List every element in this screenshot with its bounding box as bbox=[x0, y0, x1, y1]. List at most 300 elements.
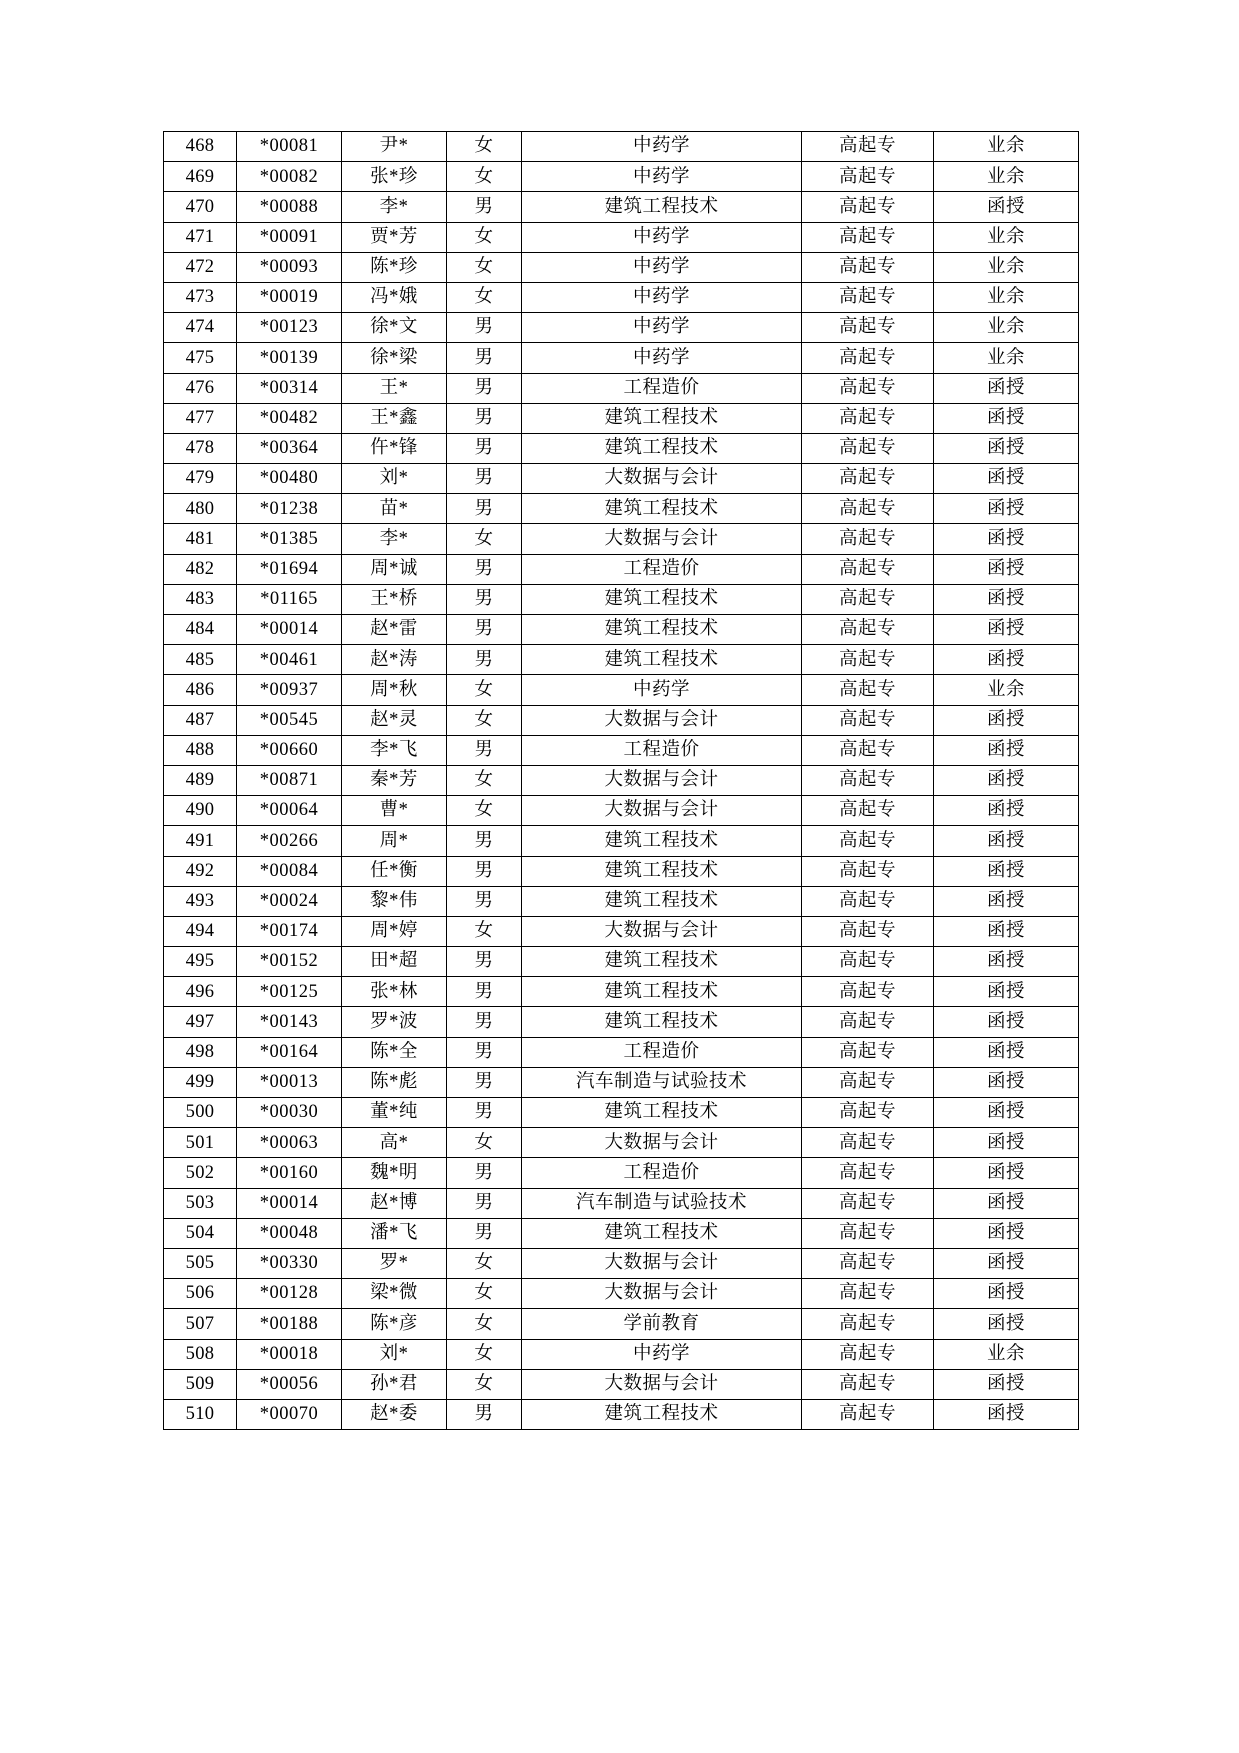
candidate-name: 赵*博 bbox=[342, 1188, 447, 1218]
candidate-sex: 女 bbox=[447, 282, 522, 312]
candidate-level: 高起专 bbox=[802, 1369, 934, 1399]
table-row bbox=[164, 1037, 1079, 1067]
candidate-study-mode: 函授 bbox=[934, 1399, 1079, 1429]
candidate-name: 周*诚 bbox=[342, 554, 447, 584]
candidate-id: *00128 bbox=[237, 1279, 342, 1309]
candidate-id: *00871 bbox=[237, 765, 342, 795]
table-row bbox=[164, 222, 1079, 252]
candidate-level: 高起专 bbox=[802, 705, 934, 735]
candidate-level: 高起专 bbox=[802, 403, 934, 433]
candidate-sex: 男 bbox=[447, 977, 522, 1007]
table-row bbox=[164, 162, 1079, 192]
candidate-sex: 男 bbox=[447, 735, 522, 765]
row-index: 472 bbox=[164, 252, 237, 282]
candidate-study-mode: 函授 bbox=[934, 735, 1079, 765]
candidate-sex: 男 bbox=[447, 403, 522, 433]
candidate-id: *00081 bbox=[237, 132, 342, 162]
candidate-id: *00063 bbox=[237, 1128, 342, 1158]
candidate-sex: 男 bbox=[447, 584, 522, 614]
candidate-name: 李* bbox=[342, 524, 447, 554]
candidate-level: 高起专 bbox=[802, 796, 934, 826]
candidate-sex: 女 bbox=[447, 252, 522, 282]
table-row bbox=[164, 494, 1079, 524]
candidate-study-mode: 函授 bbox=[934, 1037, 1079, 1067]
candidate-level: 高起专 bbox=[802, 1279, 934, 1309]
candidate-study-mode: 函授 bbox=[934, 433, 1079, 463]
row-index: 474 bbox=[164, 313, 237, 343]
candidate-study-mode: 函授 bbox=[934, 1128, 1079, 1158]
candidate-id: *01385 bbox=[237, 524, 342, 554]
candidate-study-mode: 业余 bbox=[934, 162, 1079, 192]
table-row bbox=[164, 373, 1079, 403]
candidate-study-mode: 业余 bbox=[934, 343, 1079, 373]
candidate-study-mode: 业余 bbox=[934, 282, 1079, 312]
candidate-level: 高起专 bbox=[802, 826, 934, 856]
candidate-study-mode: 函授 bbox=[934, 373, 1079, 403]
candidate-study-mode: 函授 bbox=[934, 1098, 1079, 1128]
candidate-name: 潘*飞 bbox=[342, 1218, 447, 1248]
candidate-level: 高起专 bbox=[802, 765, 934, 795]
candidate-level: 高起专 bbox=[802, 645, 934, 675]
candidate-name: 徐*文 bbox=[342, 313, 447, 343]
table-row bbox=[164, 584, 1079, 614]
candidate-name: 魏*明 bbox=[342, 1158, 447, 1188]
candidate-sex: 男 bbox=[447, 464, 522, 494]
row-index: 468 bbox=[164, 132, 237, 162]
table-row bbox=[164, 765, 1079, 795]
candidate-level: 高起专 bbox=[802, 947, 934, 977]
row-index: 470 bbox=[164, 192, 237, 222]
candidate-name: 赵*委 bbox=[342, 1399, 447, 1429]
table-row bbox=[164, 313, 1079, 343]
candidate-id: *01238 bbox=[237, 494, 342, 524]
candidate-name: 陈*全 bbox=[342, 1037, 447, 1067]
candidate-major: 大数据与会计 bbox=[522, 765, 802, 795]
candidate-sex: 女 bbox=[447, 222, 522, 252]
candidate-level: 高起专 bbox=[802, 162, 934, 192]
candidate-level: 高起专 bbox=[802, 554, 934, 584]
candidate-major: 建筑工程技术 bbox=[522, 886, 802, 916]
candidate-id: *00084 bbox=[237, 856, 342, 886]
candidate-level: 高起专 bbox=[802, 192, 934, 222]
candidate-sex: 男 bbox=[447, 554, 522, 584]
row-index: 501 bbox=[164, 1128, 237, 1158]
candidate-major: 大数据与会计 bbox=[522, 1279, 802, 1309]
candidate-study-mode: 业余 bbox=[934, 222, 1079, 252]
candidate-level: 高起专 bbox=[802, 916, 934, 946]
candidate-study-mode: 业余 bbox=[934, 1339, 1079, 1369]
table-row bbox=[164, 1128, 1079, 1158]
candidate-level: 高起专 bbox=[802, 524, 934, 554]
candidate-name: 周*婷 bbox=[342, 916, 447, 946]
candidate-id: *00330 bbox=[237, 1248, 342, 1278]
table-row bbox=[164, 464, 1079, 494]
candidate-major: 工程造价 bbox=[522, 554, 802, 584]
row-index: 496 bbox=[164, 977, 237, 1007]
candidate-major: 大数据与会计 bbox=[522, 916, 802, 946]
row-index: 508 bbox=[164, 1339, 237, 1369]
row-index: 484 bbox=[164, 615, 237, 645]
candidate-sex: 男 bbox=[447, 192, 522, 222]
candidate-major: 工程造价 bbox=[522, 1158, 802, 1188]
candidate-id: *00093 bbox=[237, 252, 342, 282]
table-row bbox=[164, 1279, 1079, 1309]
candidate-id: *00091 bbox=[237, 222, 342, 252]
row-index: 471 bbox=[164, 222, 237, 252]
row-index: 499 bbox=[164, 1067, 237, 1097]
candidate-sex: 女 bbox=[447, 1128, 522, 1158]
table-row bbox=[164, 1188, 1079, 1218]
candidate-sex: 女 bbox=[447, 524, 522, 554]
candidate-name: 孙*君 bbox=[342, 1369, 447, 1399]
candidate-sex: 男 bbox=[447, 856, 522, 886]
candidate-level: 高起专 bbox=[802, 373, 934, 403]
candidate-sex: 男 bbox=[447, 1037, 522, 1067]
candidate-name: 董*纯 bbox=[342, 1098, 447, 1128]
candidate-id: *00014 bbox=[237, 615, 342, 645]
row-index: 500 bbox=[164, 1098, 237, 1128]
candidate-name: 徐*梁 bbox=[342, 343, 447, 373]
candidate-name: 李*飞 bbox=[342, 735, 447, 765]
candidate-sex: 女 bbox=[447, 675, 522, 705]
candidate-major: 大数据与会计 bbox=[522, 1369, 802, 1399]
candidate-study-mode: 函授 bbox=[934, 615, 1079, 645]
table-row bbox=[164, 1399, 1079, 1429]
candidate-major: 中药学 bbox=[522, 252, 802, 282]
candidate-level: 高起专 bbox=[802, 1309, 934, 1339]
candidate-id: *00480 bbox=[237, 464, 342, 494]
candidate-major: 建筑工程技术 bbox=[522, 403, 802, 433]
table-row bbox=[164, 252, 1079, 282]
row-index: 490 bbox=[164, 796, 237, 826]
table-row bbox=[164, 192, 1079, 222]
candidate-name: 高* bbox=[342, 1128, 447, 1158]
candidate-level: 高起专 bbox=[802, 313, 934, 343]
row-index: 502 bbox=[164, 1158, 237, 1188]
candidate-level: 高起专 bbox=[802, 675, 934, 705]
candidate-id: *00024 bbox=[237, 886, 342, 916]
candidate-study-mode: 函授 bbox=[934, 1188, 1079, 1218]
row-index: 482 bbox=[164, 554, 237, 584]
candidate-name: 罗*波 bbox=[342, 1007, 447, 1037]
candidate-major: 中药学 bbox=[522, 343, 802, 373]
row-index: 473 bbox=[164, 282, 237, 312]
candidate-name: 周*秋 bbox=[342, 675, 447, 705]
candidate-major: 建筑工程技术 bbox=[522, 947, 802, 977]
table-row bbox=[164, 705, 1079, 735]
row-index: 505 bbox=[164, 1248, 237, 1278]
candidate-id: *00013 bbox=[237, 1067, 342, 1097]
candidate-name: 陈*彦 bbox=[342, 1309, 447, 1339]
candidate-major: 建筑工程技术 bbox=[522, 1007, 802, 1037]
candidate-major: 建筑工程技术 bbox=[522, 645, 802, 675]
table-row bbox=[164, 645, 1079, 675]
row-index: 481 bbox=[164, 524, 237, 554]
candidate-id: *00160 bbox=[237, 1158, 342, 1188]
candidate-sex: 女 bbox=[447, 132, 522, 162]
candidate-study-mode: 函授 bbox=[934, 977, 1079, 1007]
candidate-id: *00937 bbox=[237, 675, 342, 705]
row-index: 497 bbox=[164, 1007, 237, 1037]
row-index: 476 bbox=[164, 373, 237, 403]
candidate-name: 秦*芳 bbox=[342, 765, 447, 795]
candidate-study-mode: 函授 bbox=[934, 916, 1079, 946]
row-index: 477 bbox=[164, 403, 237, 433]
row-index: 506 bbox=[164, 1279, 237, 1309]
row-index: 480 bbox=[164, 494, 237, 524]
table-row bbox=[164, 615, 1079, 645]
row-index: 475 bbox=[164, 343, 237, 373]
candidate-name: 张*珍 bbox=[342, 162, 447, 192]
table-row bbox=[164, 1158, 1079, 1188]
row-index: 493 bbox=[164, 886, 237, 916]
candidate-major: 中药学 bbox=[522, 282, 802, 312]
candidate-major: 中药学 bbox=[522, 1339, 802, 1369]
candidate-level: 高起专 bbox=[802, 1158, 934, 1188]
table-row bbox=[164, 343, 1079, 373]
candidate-id: *00660 bbox=[237, 735, 342, 765]
candidate-study-mode: 函授 bbox=[934, 705, 1079, 735]
table-row bbox=[164, 1248, 1079, 1278]
candidate-sex: 男 bbox=[447, 947, 522, 977]
candidate-study-mode: 函授 bbox=[934, 1007, 1079, 1037]
row-index: 489 bbox=[164, 765, 237, 795]
candidate-id: *01694 bbox=[237, 554, 342, 584]
candidate-level: 高起专 bbox=[802, 132, 934, 162]
candidate-level: 高起专 bbox=[802, 856, 934, 886]
candidate-sex: 女 bbox=[447, 705, 522, 735]
candidate-sex: 女 bbox=[447, 1339, 522, 1369]
candidate-level: 高起专 bbox=[802, 433, 934, 463]
candidate-major: 建筑工程技术 bbox=[522, 584, 802, 614]
candidate-id: *00188 bbox=[237, 1309, 342, 1339]
candidate-study-mode: 业余 bbox=[934, 313, 1079, 343]
roster-table-container bbox=[163, 131, 1078, 1430]
candidate-id: *00314 bbox=[237, 373, 342, 403]
candidate-name: 仵*锋 bbox=[342, 433, 447, 463]
candidate-level: 高起专 bbox=[802, 584, 934, 614]
candidate-name: 李* bbox=[342, 192, 447, 222]
row-index: 488 bbox=[164, 735, 237, 765]
row-index: 498 bbox=[164, 1037, 237, 1067]
candidate-study-mode: 函授 bbox=[934, 1218, 1079, 1248]
candidate-study-mode: 函授 bbox=[934, 1158, 1079, 1188]
candidate-major: 大数据与会计 bbox=[522, 1128, 802, 1158]
candidate-name: 任*衡 bbox=[342, 856, 447, 886]
row-index: 504 bbox=[164, 1218, 237, 1248]
candidate-study-mode: 函授 bbox=[934, 554, 1079, 584]
table-row bbox=[164, 433, 1079, 463]
candidate-level: 高起专 bbox=[802, 343, 934, 373]
candidate-major: 大数据与会计 bbox=[522, 464, 802, 494]
candidate-name: 黎*伟 bbox=[342, 886, 447, 916]
candidate-study-mode: 业余 bbox=[934, 252, 1079, 282]
candidate-sex: 男 bbox=[447, 343, 522, 373]
candidate-name: 赵*雷 bbox=[342, 615, 447, 645]
candidate-id: *00174 bbox=[237, 916, 342, 946]
candidate-study-mode: 函授 bbox=[934, 524, 1079, 554]
candidate-id: *01165 bbox=[237, 584, 342, 614]
row-index: 509 bbox=[164, 1369, 237, 1399]
candidate-name: 王* bbox=[342, 373, 447, 403]
candidate-name: 王*鑫 bbox=[342, 403, 447, 433]
table-row bbox=[164, 132, 1079, 162]
candidate-name: 冯*娥 bbox=[342, 282, 447, 312]
table-row bbox=[164, 1339, 1079, 1369]
candidate-sex: 女 bbox=[447, 1248, 522, 1278]
candidate-major: 工程造价 bbox=[522, 373, 802, 403]
candidate-major: 建筑工程技术 bbox=[522, 192, 802, 222]
candidate-major: 中药学 bbox=[522, 132, 802, 162]
candidate-id: *00019 bbox=[237, 282, 342, 312]
table-row bbox=[164, 1309, 1079, 1339]
candidate-study-mode: 函授 bbox=[934, 796, 1079, 826]
candidate-major: 建筑工程技术 bbox=[522, 494, 802, 524]
candidate-study-mode: 业余 bbox=[934, 132, 1079, 162]
candidate-level: 高起专 bbox=[802, 1098, 934, 1128]
row-index: 469 bbox=[164, 162, 237, 192]
candidate-name: 王*桥 bbox=[342, 584, 447, 614]
candidate-study-mode: 函授 bbox=[934, 947, 1079, 977]
table-row bbox=[164, 1098, 1079, 1128]
row-index: 483 bbox=[164, 584, 237, 614]
candidate-sex: 女 bbox=[447, 1279, 522, 1309]
row-index: 492 bbox=[164, 856, 237, 886]
candidate-name: 刘* bbox=[342, 1339, 447, 1369]
candidate-id: *00461 bbox=[237, 645, 342, 675]
candidate-level: 高起专 bbox=[802, 494, 934, 524]
table-row bbox=[164, 675, 1079, 705]
candidate-major: 大数据与会计 bbox=[522, 1248, 802, 1278]
candidate-major: 建筑工程技术 bbox=[522, 1098, 802, 1128]
candidate-study-mode: 业余 bbox=[934, 675, 1079, 705]
candidate-id: *00125 bbox=[237, 977, 342, 1007]
candidate-major: 中药学 bbox=[522, 675, 802, 705]
table-row bbox=[164, 282, 1079, 312]
candidate-id: *00164 bbox=[237, 1037, 342, 1067]
candidate-major: 中药学 bbox=[522, 162, 802, 192]
candidate-sex: 男 bbox=[447, 1067, 522, 1097]
candidate-sex: 男 bbox=[447, 1399, 522, 1429]
candidate-major: 建筑工程技术 bbox=[522, 1218, 802, 1248]
candidate-level: 高起专 bbox=[802, 1339, 934, 1369]
candidate-name: 陈*珍 bbox=[342, 252, 447, 282]
candidate-level: 高起专 bbox=[802, 282, 934, 312]
candidate-id: *00123 bbox=[237, 313, 342, 343]
table-row bbox=[164, 735, 1079, 765]
row-index: 495 bbox=[164, 947, 237, 977]
candidate-sex: 男 bbox=[447, 886, 522, 916]
candidate-name: 赵*灵 bbox=[342, 705, 447, 735]
row-index: 485 bbox=[164, 645, 237, 675]
candidate-major: 工程造价 bbox=[522, 735, 802, 765]
candidate-study-mode: 函授 bbox=[934, 826, 1079, 856]
candidate-major: 大数据与会计 bbox=[522, 524, 802, 554]
candidate-level: 高起专 bbox=[802, 464, 934, 494]
candidate-sex: 女 bbox=[447, 916, 522, 946]
candidate-id: *00018 bbox=[237, 1339, 342, 1369]
candidate-level: 高起专 bbox=[802, 886, 934, 916]
candidate-name: 尹* bbox=[342, 132, 447, 162]
candidate-level: 高起专 bbox=[802, 222, 934, 252]
table-row bbox=[164, 977, 1079, 1007]
candidate-level: 高起专 bbox=[802, 977, 934, 1007]
candidate-sex: 男 bbox=[447, 1158, 522, 1188]
candidate-name: 田*超 bbox=[342, 947, 447, 977]
candidate-level: 高起专 bbox=[802, 1399, 934, 1429]
candidate-level: 高起专 bbox=[802, 1218, 934, 1248]
candidate-level: 高起专 bbox=[802, 615, 934, 645]
candidate-study-mode: 函授 bbox=[934, 494, 1079, 524]
candidate-id: *00064 bbox=[237, 796, 342, 826]
candidate-id: *00143 bbox=[237, 1007, 342, 1037]
candidate-major: 建筑工程技术 bbox=[522, 433, 802, 463]
candidate-sex: 男 bbox=[447, 433, 522, 463]
candidate-name: 曹* bbox=[342, 796, 447, 826]
table-row bbox=[164, 886, 1079, 916]
table-row bbox=[164, 856, 1079, 886]
candidate-id: *00482 bbox=[237, 403, 342, 433]
candidate-study-mode: 函授 bbox=[934, 192, 1079, 222]
candidate-sex: 女 bbox=[447, 796, 522, 826]
candidate-study-mode: 函授 bbox=[934, 1309, 1079, 1339]
candidate-major: 汽车制造与试验技术 bbox=[522, 1067, 802, 1097]
table-row bbox=[164, 1007, 1079, 1037]
row-index: 507 bbox=[164, 1309, 237, 1339]
candidate-major: 大数据与会计 bbox=[522, 705, 802, 735]
candidate-major: 中药学 bbox=[522, 222, 802, 252]
candidate-major: 学前教育 bbox=[522, 1309, 802, 1339]
candidate-name: 罗* bbox=[342, 1248, 447, 1278]
candidate-major: 建筑工程技术 bbox=[522, 1399, 802, 1429]
candidate-level: 高起专 bbox=[802, 735, 934, 765]
candidate-sex: 男 bbox=[447, 645, 522, 675]
candidate-sex: 男 bbox=[447, 1188, 522, 1218]
candidate-sex: 男 bbox=[447, 615, 522, 645]
candidate-sex: 男 bbox=[447, 373, 522, 403]
row-index: 478 bbox=[164, 433, 237, 463]
candidate-id: *00088 bbox=[237, 192, 342, 222]
roster-table-body bbox=[164, 132, 1079, 1430]
candidate-name: 陈*彪 bbox=[342, 1067, 447, 1097]
candidate-level: 高起专 bbox=[802, 1128, 934, 1158]
candidate-sex: 女 bbox=[447, 162, 522, 192]
candidate-major: 大数据与会计 bbox=[522, 796, 802, 826]
row-index: 491 bbox=[164, 826, 237, 856]
candidate-sex: 男 bbox=[447, 1098, 522, 1128]
candidate-name: 梁*微 bbox=[342, 1279, 447, 1309]
candidate-study-mode: 函授 bbox=[934, 1067, 1079, 1097]
candidate-major: 中药学 bbox=[522, 313, 802, 343]
candidate-study-mode: 函授 bbox=[934, 1279, 1079, 1309]
candidate-name: 周* bbox=[342, 826, 447, 856]
candidate-study-mode: 函授 bbox=[934, 765, 1079, 795]
table-row bbox=[164, 947, 1079, 977]
candidate-study-mode: 函授 bbox=[934, 403, 1079, 433]
candidate-sex: 男 bbox=[447, 1218, 522, 1248]
candidate-name: 苗* bbox=[342, 494, 447, 524]
table-row bbox=[164, 796, 1079, 826]
candidate-level: 高起专 bbox=[802, 1188, 934, 1218]
candidate-major: 建筑工程技术 bbox=[522, 856, 802, 886]
table-row bbox=[164, 554, 1079, 584]
candidate-id: *00014 bbox=[237, 1188, 342, 1218]
table-row bbox=[164, 826, 1079, 856]
candidate-name: 刘* bbox=[342, 464, 447, 494]
candidate-major: 建筑工程技术 bbox=[522, 615, 802, 645]
candidate-name: 赵*涛 bbox=[342, 645, 447, 675]
candidate-id: *00152 bbox=[237, 947, 342, 977]
